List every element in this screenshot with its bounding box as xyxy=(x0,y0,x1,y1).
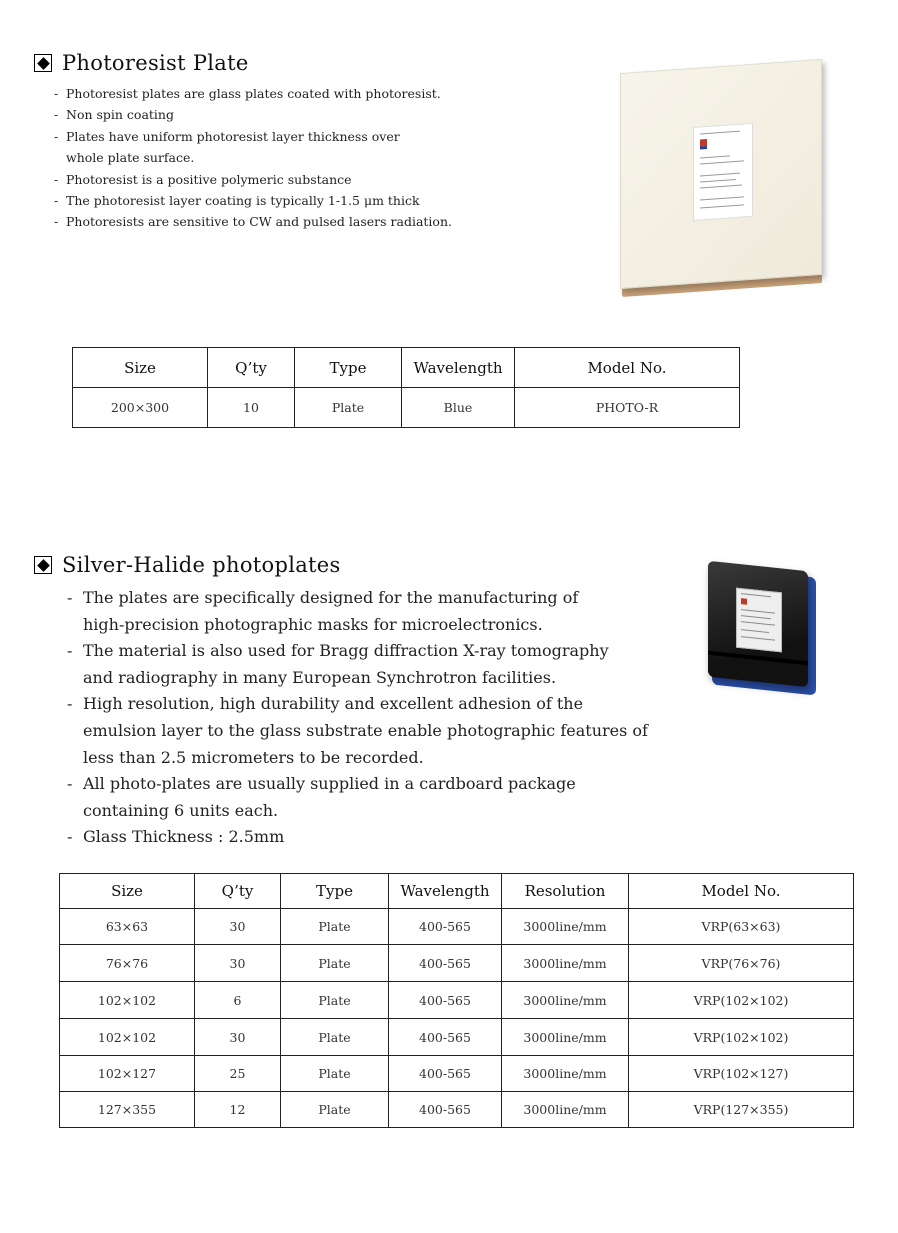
table-cell: PHOTO-R xyxy=(515,388,740,428)
diamond-bullet-icon xyxy=(34,556,52,574)
table-row xyxy=(60,1056,854,1092)
table-cell: 400-565 xyxy=(389,909,502,945)
table-cell: 102×102 xyxy=(60,1019,195,1056)
table-header-cell: Size xyxy=(73,348,208,388)
table-cell: 3000line/mm xyxy=(502,945,629,982)
table-cell: 200×300 xyxy=(73,388,208,428)
table-row xyxy=(60,982,854,1019)
list-item: - All photo-plates are usually supplied in a cardboard package containing 6 units each. xyxy=(67,771,613,824)
table-cell: 3000line/mm xyxy=(502,1056,629,1092)
table-header-cell: Size xyxy=(60,874,195,909)
table-cell: 3000line/mm xyxy=(502,982,629,1019)
section-title-text: Silver-Halide photoplates xyxy=(62,553,341,577)
table-cell: VRP(63×63) xyxy=(629,909,854,945)
list-item: - The plates are specifically designed for the manufacturing of high-precision photographic masks for microelectronics. xyxy=(67,585,603,638)
section-title-text: Photoresist Plate xyxy=(62,51,249,75)
table-header-cell: Resolution xyxy=(502,874,629,909)
list-item: - Glass Thickness : 2.5mm xyxy=(67,824,652,851)
list-item: - The photoresist layer coating is typically 1-1.5 μm thick xyxy=(54,190,484,211)
table-row xyxy=(60,909,854,945)
table-cell: Plate xyxy=(295,388,402,428)
list-item: - High resolution, high durability and excellent adhesion of the emulsion layer to the glass substrate enable photographic features of less than 2.5 micrometers to be recorded. xyxy=(67,691,652,771)
table-cell: 25 xyxy=(195,1056,281,1092)
table-row xyxy=(60,1092,854,1128)
table-cell: VRP(102×102) xyxy=(629,982,854,1019)
table-cell: 3000line/mm xyxy=(502,1092,629,1128)
table-header-cell: Type xyxy=(295,348,402,388)
table-cell: 3000line/mm xyxy=(502,1019,629,1056)
table-header-cell: Wavelength xyxy=(402,348,515,388)
table-cell: VRP(127×355) xyxy=(629,1092,854,1128)
list-item: - Photoresist plates are glass plates coated with photoresist. xyxy=(54,83,484,104)
list-item: - Photoresists are sensitive to CW and pulsed lasers radiation. xyxy=(54,211,484,232)
table-header-cell: Model No. xyxy=(515,348,740,388)
table-cell: Plate xyxy=(281,909,389,945)
diamond-bullet-icon xyxy=(34,54,52,72)
list-item: - The material is also used for Bragg diffraction X-ray tomography and radiography in many European Synchrotron facilities. xyxy=(67,638,643,691)
table-cell: VRP(76×76) xyxy=(629,945,854,982)
table-cell: 76×76 xyxy=(60,945,195,982)
table-header-row xyxy=(73,348,740,388)
table-header-cell: Wavelength xyxy=(389,874,502,909)
table-cell: 102×127 xyxy=(60,1056,195,1092)
table-row xyxy=(73,388,740,428)
table-cell: 6 xyxy=(195,982,281,1019)
table-cell: 127×355 xyxy=(60,1092,195,1128)
table-row xyxy=(60,945,854,982)
table-cell: 102×102 xyxy=(60,982,195,1019)
list-item: - Photoresist is a positive polymeric substance xyxy=(54,169,484,190)
photoresist-plate-image xyxy=(620,66,828,292)
table-cell: Plate xyxy=(281,1019,389,1056)
table-cell: 30 xyxy=(195,909,281,945)
table-cell: 400-565 xyxy=(389,945,502,982)
photoresist-feature-list xyxy=(54,83,484,233)
table-header-row xyxy=(60,874,854,909)
table-cell: 3000line/mm xyxy=(502,909,629,945)
silver-halide-feature-list xyxy=(67,585,652,851)
table-cell: Plate xyxy=(281,982,389,1019)
table-header-cell: Model No. xyxy=(629,874,854,909)
table-header-cell: Q’ty xyxy=(208,348,295,388)
table-cell: VRP(102×127) xyxy=(629,1056,854,1092)
silver-halide-spec-table xyxy=(59,873,854,1128)
list-item: - Non spin coating xyxy=(54,104,484,125)
table-cell: Plate xyxy=(281,1092,389,1128)
table-cell: 400-565 xyxy=(389,1092,502,1128)
table-header-cell: Q’ty xyxy=(195,874,281,909)
list-item: - Plates have uniform photoresist layer thickness over whole plate surface. xyxy=(54,126,426,169)
table-cell: Blue xyxy=(402,388,515,428)
table-cell: 400-565 xyxy=(389,1056,502,1092)
photoresist-spec-table xyxy=(72,347,740,428)
table-cell: VRP(102×102) xyxy=(629,1019,854,1056)
table-cell: 30 xyxy=(195,1019,281,1056)
table-cell: 12 xyxy=(195,1092,281,1128)
table-cell: Plate xyxy=(281,945,389,982)
table-header-cell: Type xyxy=(281,874,389,909)
table-cell: 30 xyxy=(195,945,281,982)
table-cell: 10 xyxy=(208,388,295,428)
table-cell: 63×63 xyxy=(60,909,195,945)
section-title-silver-halide xyxy=(34,553,341,577)
photoplate-box-image xyxy=(708,566,818,692)
table-cell: Plate xyxy=(281,1056,389,1092)
section-title-photoresist xyxy=(34,51,249,75)
table-cell: 400-565 xyxy=(389,1019,502,1056)
table-row xyxy=(60,1019,854,1056)
table-cell: 400-565 xyxy=(389,982,502,1019)
